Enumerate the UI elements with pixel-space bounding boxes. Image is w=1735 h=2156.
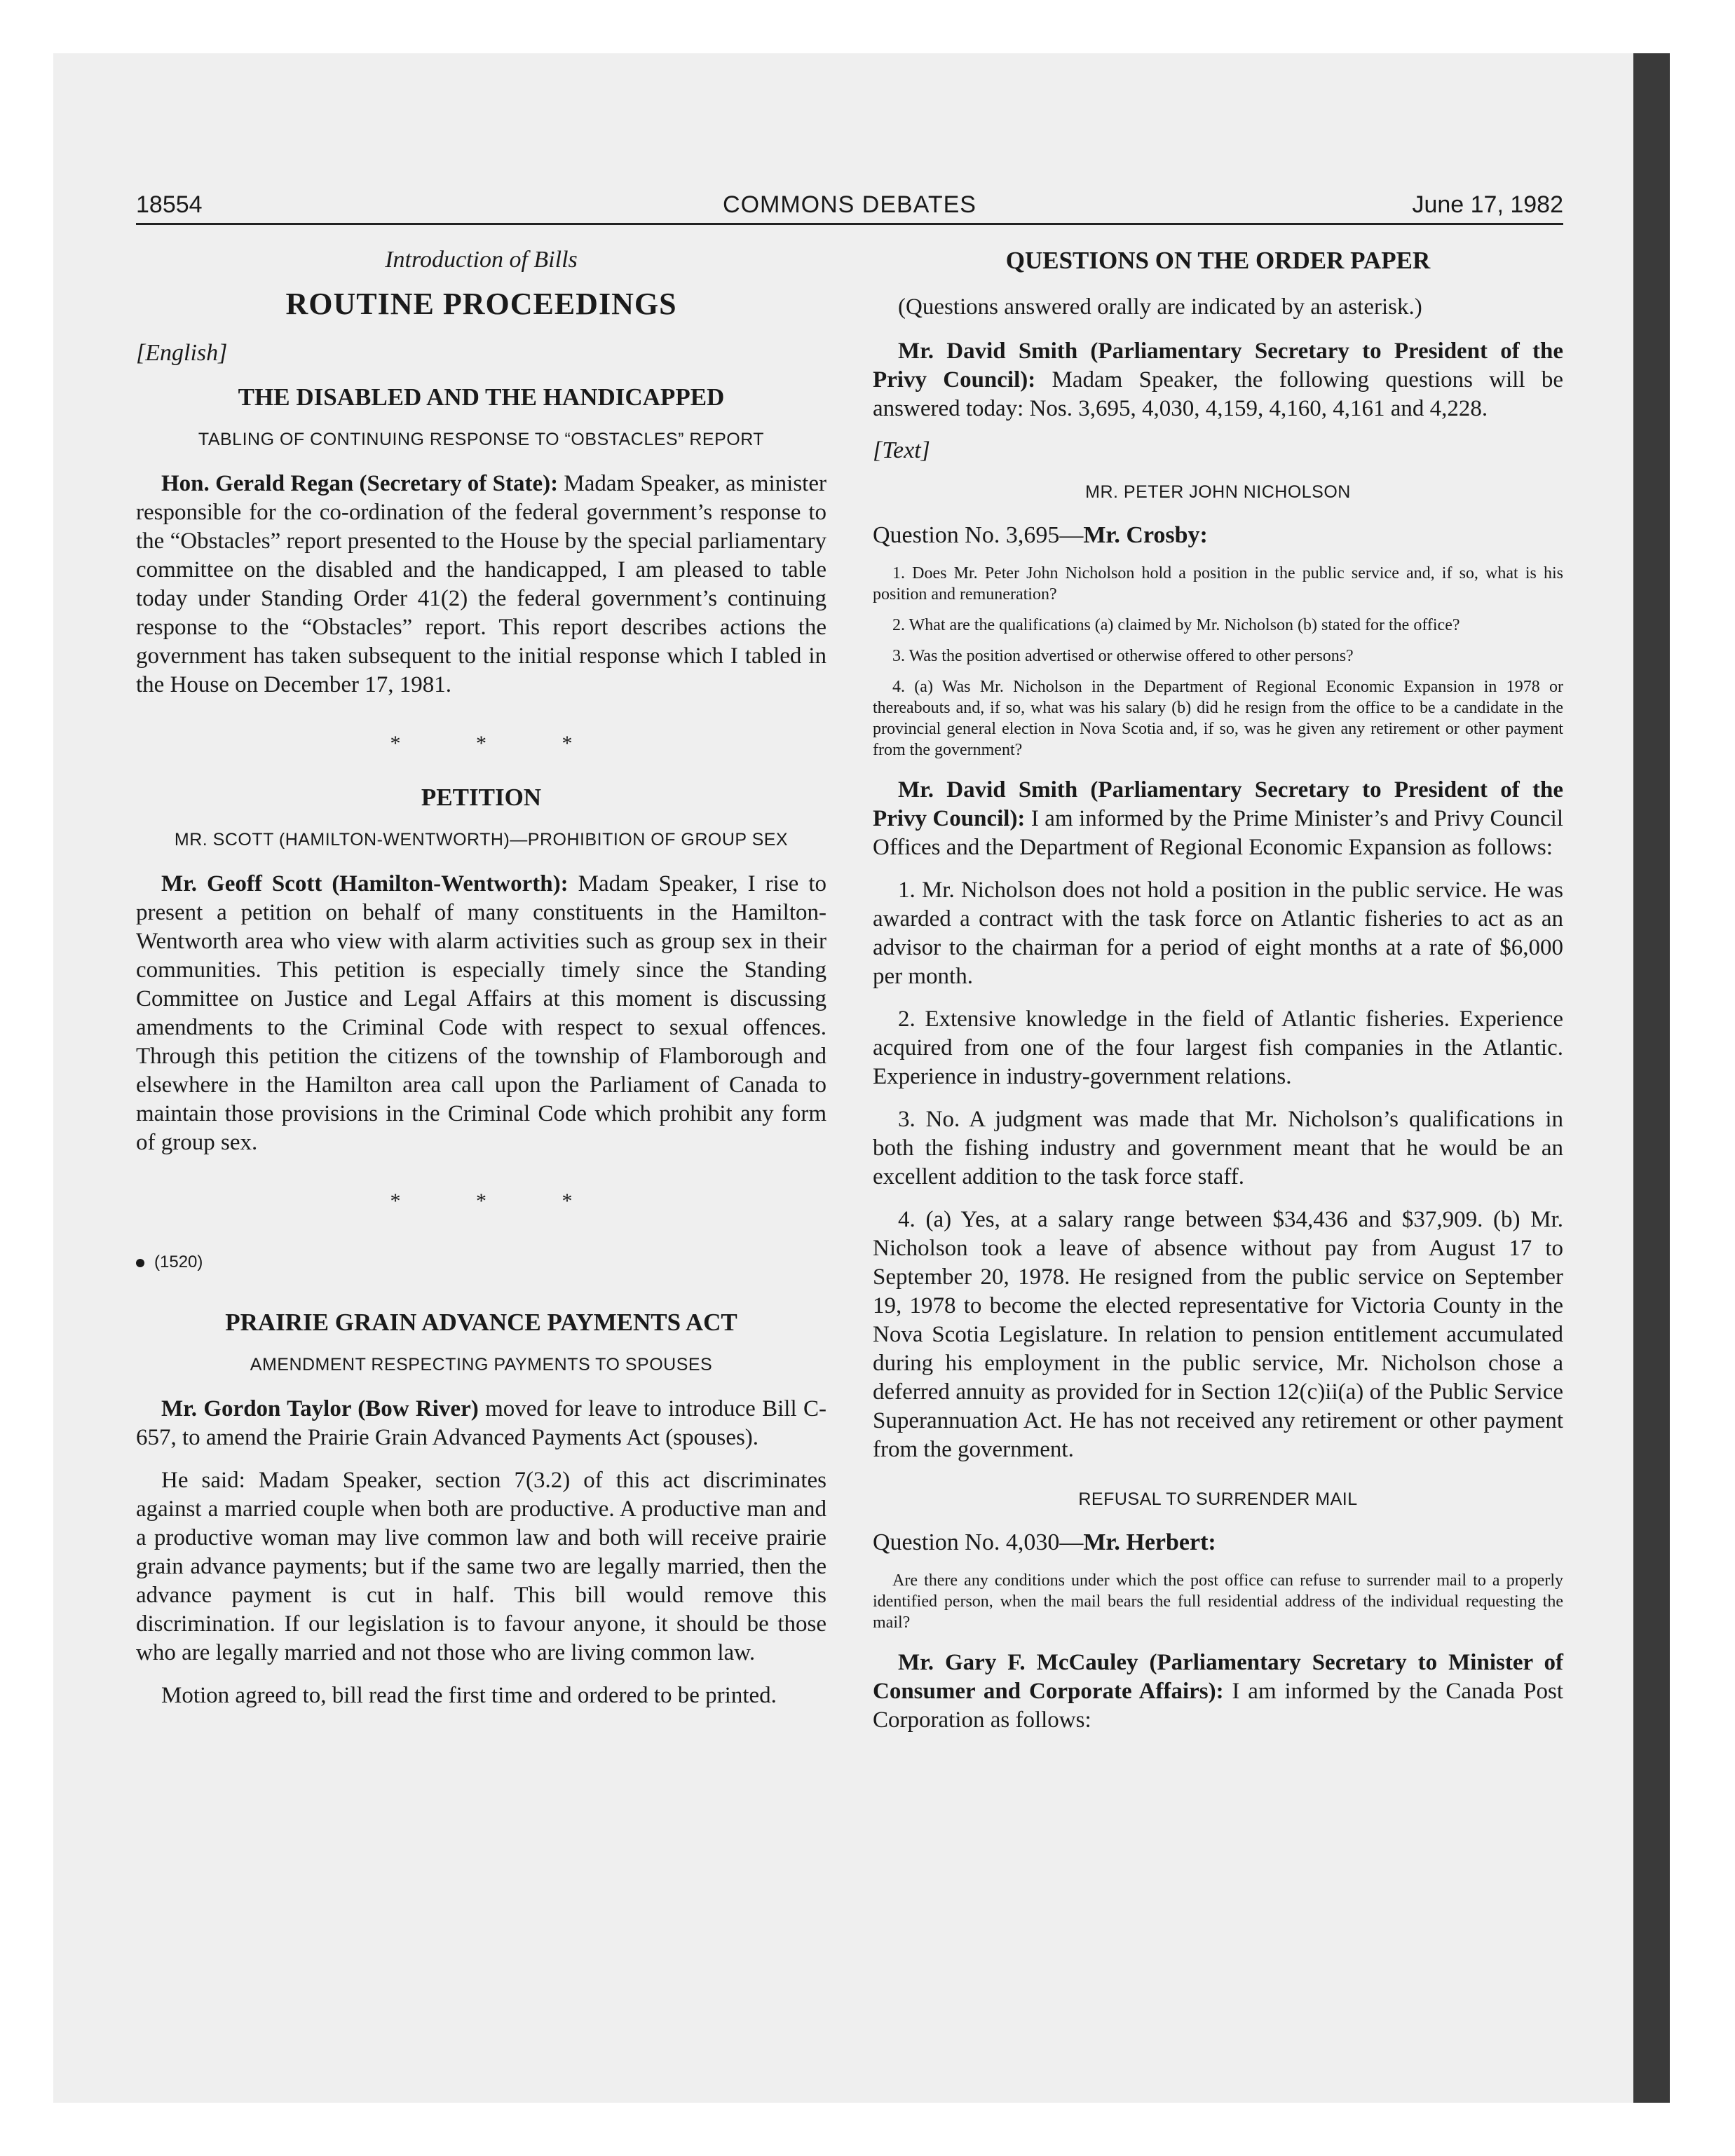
section-subtitle: Introduction of Bills [385,247,578,273]
page-number: 18554 [136,191,203,218]
document-page [136,189,1563,2096]
question-3695-part-4: 4. (a) Was Mr. Nicholson in the Department of Regional Economic Expansion in 1978 or thereabouts and, if so, what was his salary (b) did he resign from the office to be a candidate in the provincial general election in Nova Scotia and, if so, was he given any retirement or other payment from the government? [873,678,1563,759]
page-edge-shadow [1633,53,1670,2103]
publication-date: June 17, 1982 [1412,191,1563,218]
speaker-regan: Hon. Gerald Regan (Secretary of State): [161,471,559,496]
question-3695-member: Mr. Crosby: [1083,522,1208,548]
language-marker-text: [Text] [873,437,930,463]
speaker-smith-answer: Mr. David Smith (Parliamentary Secretary to President of the Privy Council): [873,777,1563,831]
time-marker [136,1253,826,1272]
paragraph-taylor-motion [136,1395,826,1452]
speaker-mccauley: Mr. Gary F. McCauley (Parliamentary Secretary to Minister of Consumer and Corporate Affairs): [873,1650,1563,1704]
paragraph-scott [136,870,826,1157]
answer-3695-intro [873,776,1563,862]
answer-3695-intro-text: I am informed by the Prime Minister’s and Privy Council Offices and the Department of Regional Economic Expansion as follows: [873,806,1563,860]
question-4030 [873,1529,1563,1556]
question-3695-part-2: 2. What are the qualifications (a) claimed by Mr. Nicholson (b) stated for the office? [892,616,1460,634]
paragraph-regan [136,470,826,700]
question-4030-text: Are there any conditions under which the post office can refuse to surrender mail to a properly identified person, when the mail bears the full residential address of the individual requesting the mail? [873,1571,1563,1632]
question-4030-member: Mr. Herbert: [1083,1529,1216,1555]
section-title-questions: QUESTIONS ON THE ORDER PAPER [1005,247,1431,274]
answer-4030-intro [873,1649,1563,1735]
time-marker-text: (1520) [154,1253,203,1271]
section-separator: * * * [390,1189,608,1213]
smith-intro-text: Madam Speaker, the following questions will be answered today: Nos. 3,695, 4,030, 4,159, 4,160, 4,161 and 4,228. [873,367,1563,421]
answer-3695-part-3: 3. No. A judgment was made that Mr. Nicholson’s qualifications in both the fishing industry and government meant that he would be an excellent addition to the task force staff. [873,1107,1563,1189]
question-3695-part-3: 3. Was the position advertised or otherwise offered to other persons? [892,647,1354,665]
heading-nicholson: MR. PETER JOHN NICHOLSON [1085,482,1351,502]
answer-3695-part-4: 4. (a) Yes, at a salary range between $34,436 and $37,909. (b) Mr. Nicholson took a leave of absence without pay from August 17 to September 20, 1978. He resigned from the public service on September 19, 1978 to become the elected representative for Victoria County in the Nova Scotia Legislature. In relation to pension entitlement accumulated during his employment in the public service, Mr. Nicholson chose a deferred annuity as provided for in Section 12(c)ii(a) of the Public Service Superannuation Act. He has not received any retirement or other payment from the government. [873,1207,1563,1462]
paragraph-motion-agreed: Motion agreed to, bill read the first time and ordered to be printed. [161,1683,777,1708]
left-column [136,238,826,1724]
taylor-motion-text: moved for leave to introduce Bill C-657, to amend the Prairie Grain Advanced Payments Act (spouses). [136,1396,826,1450]
heading-disabled: THE DISABLED AND THE HANDICAPPED [238,383,725,411]
scott-text: Madam Speaker, I rise to present a petition on behalf of many constituents in the Hamilton-Wentworth area who view with alarm activities such as group sex in their communities. This petition is especially timely since the Standing Committee on Justice and Legal Affairs at this moment is discussing amendments to the Criminal Code with respect to sexual offences. Through this petition the citizens of the township of Flamborough and elsewhere in the Hamilton area call upon the Parliament of Canada to maintain those provisions in the Criminal Code which prohibit any form of group sex. [136,871,826,1155]
heading-petition: PETITION [421,784,542,811]
paragraph-taylor-speech: He said: Madam Speaker, section 7(3.2) of this act discriminates against a married couple when both are productive. A productive man and a productive woman may live common law and both will receive prairie grain advance payments; but if the same two are legally married, then the advance payment is cut in half. This bill would remove this discrimination. If our legislation is to favour anyone, it should be those who are legally married and not those who are living common law. [136,1468,826,1665]
answer-4030-intro-text: I am informed by the Canada Post Corporation as follows: [873,1679,1563,1733]
answer-3695-part-2: 2. Extensive knowledge in the field of Atlantic fisheries. Experience acquired from one of the four largest fish companies in the Atlantic. Experience in industry-government relations. [873,1007,1563,1089]
subheading-petition-scott: MR. SCOTT (HAMILTON-WENTWORTH)—PROHIBITION OF GROUP SEX [174,830,789,850]
question-3695 [873,522,1563,549]
right-column [873,238,1563,1749]
subheading-tabling-response: TABLING OF CONTINUING RESPONSE TO “OBSTACLES” REPORT [198,430,765,449]
paragraph-smith-intro [873,337,1563,423]
question-3695-label: Question No. 3,695— [873,522,1084,548]
asterisk-note: (Questions answered orally are indicated by an asterisk.) [898,294,1422,320]
section-title-routine-proceedings: ROUTINE PROCEEDINGS [285,287,677,321]
publication-title: COMMONS DEBATES [723,191,977,218]
running-header [136,189,1563,225]
language-marker-english: [English] [136,340,228,366]
speaker-scott: Mr. Geoff Scott (Hamilton-Wentworth): [161,871,569,896]
section-separator: * * * [390,732,608,755]
speaker-smith: Mr. David Smith (Parliamentary Secretary to President of the Privy Council): [873,339,1563,393]
regan-text: Madam Speaker, as minister responsible for the co-ordination of the federal government’s response to the “Obstacles” report presented to the House by the special parliamentary committee on the disabled and the handicapped, I am pleased to table today under Standing Order 41(2) the federal government’s continuing response to the “Obstacles” report. This report describes actions the government has taken subsequent to the initial response which I tabled in the House on December 17, 1981. [136,471,826,697]
question-4030-label: Question No. 4,030— [873,1529,1084,1555]
question-3695-part-1: 1. Does Mr. Peter John Nicholson hold a position in the public service and, if so, what is his position and remuneration? [873,564,1563,603]
answer-3695-part-1: 1. Mr. Nicholson does not hold a position in the public service. He was awarded a contract with the task force on Atlantic fisheries to act as an advisor to the chairman for a period of eight months at a rate of $6,000 per month. [873,878,1563,989]
speaker-taylor: Mr. Gordon Taylor (Bow River) [161,1396,479,1421]
heading-prairie-grain: PRAIRIE GRAIN ADVANCE PAYMENTS ACT [225,1309,737,1336]
bullet-icon [136,1259,144,1267]
heading-refusal-mail: REFUSAL TO SURRENDER MAIL [1078,1489,1358,1509]
subheading-payments-spouses: AMENDMENT RESPECTING PAYMENTS TO SPOUSES [250,1355,713,1374]
